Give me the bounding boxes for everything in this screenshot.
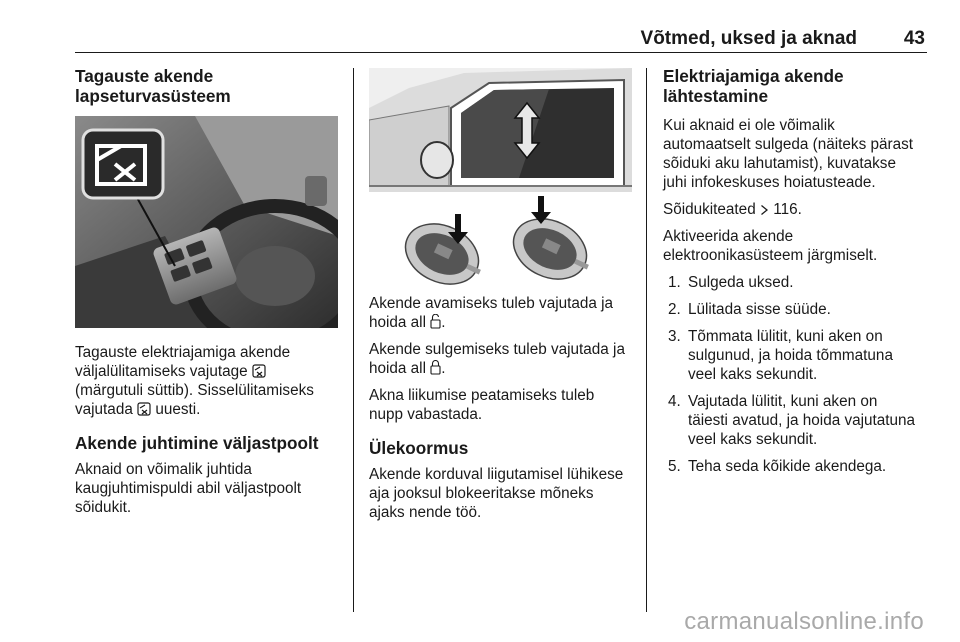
- reset-steps-list: [663, 273, 933, 476]
- activation-intro-paragraph: Aktiveerida akende elektroonikasüsteem järgmiselt.: [663, 228, 878, 264]
- page-number: 43: [903, 28, 925, 49]
- padlock-closed-icon: [430, 360, 441, 375]
- page-reference-arrow-icon: [760, 204, 769, 216]
- column-divider: [353, 68, 354, 612]
- padlock-open-icon: [430, 314, 441, 329]
- vehicle-messages-reference: Sõidukiteated 116.: [663, 201, 802, 218]
- header-title: Võtmed, uksed ja aknad: [640, 28, 857, 49]
- column-1-text: [75, 343, 345, 525]
- column-divider: [646, 68, 647, 612]
- child-lock-paragraph: Tagauste elektriajamiga akende väljalülitamiseks vajutage (märgutuli süttib). Sisselülitamiseks vajutada uuesti.: [75, 344, 314, 418]
- page-header: [75, 26, 927, 53]
- column-2-text: [369, 294, 639, 530]
- remote-control-paragraph: Aknaid on võimalik juhtida kaugjuhtimispuldi abil väljastpoolt sõidukit.: [75, 461, 302, 516]
- list-item: 5. Teha seda kõikide akendega.: [668, 458, 887, 475]
- list-item: 2. Lülitada sisse süüde.: [668, 301, 831, 318]
- stop-movement-paragraph: Akna liikumise peatamiseks tuleb nupp vabastada.: [369, 387, 595, 423]
- section-heading: Elektriajamiga akende lähtestamine: [663, 66, 844, 106]
- column-3: [663, 66, 933, 484]
- child-window-lock-icon: [137, 402, 151, 416]
- door-panel-illustration: [75, 116, 338, 328]
- list-item: 1. Sulgeda uksed.: [668, 274, 794, 291]
- door-panel-photo: [75, 116, 338, 328]
- remote-key-illustration: [400, 194, 610, 298]
- section-heading: Ülekoormus: [369, 438, 469, 458]
- section-heading: Tagauste akende lapseturvasüsteem: [75, 66, 231, 106]
- car-door-window-illustration: [369, 68, 632, 192]
- watermark: carmanualsonline.info: [684, 608, 924, 635]
- section-heading: Akende juhtimine väljastpoolt: [75, 433, 319, 453]
- close-windows-paragraph: Akende sulgemiseks tuleb vajutada ja hoida all .: [369, 341, 625, 377]
- list-item: 4. Vajutada lülitit, kuni aken on täiesti avatud, ja hoida vajutatuna veel kaks sekundit.: [668, 393, 916, 448]
- column-1: [75, 66, 345, 106]
- list-item: 3. Tõmmata lülitit, kuni aken on sulgunud, ja hoida tõmmatuna veel kaks sekundit.: [668, 328, 893, 383]
- key-fob-illustration: [400, 194, 610, 298]
- child-window-lock-icon: [252, 364, 266, 378]
- open-windows-paragraph: Akende avamiseks tuleb vajutada ja hoida all .: [369, 295, 614, 331]
- reset-intro-paragraph: Kui aknaid ei ole võimalik automaatselt sulgeda (näiteks pärast sõiduki aku lahutamist), kuvatakse juhi infokeskuses hoiatusteade.: [663, 117, 913, 191]
- overload-paragraph: Akende korduval liigutamisel lühikese aja jooksul blokeeritakse mõneks ajaks nende töö.: [369, 466, 624, 521]
- window-photo: [369, 68, 632, 192]
